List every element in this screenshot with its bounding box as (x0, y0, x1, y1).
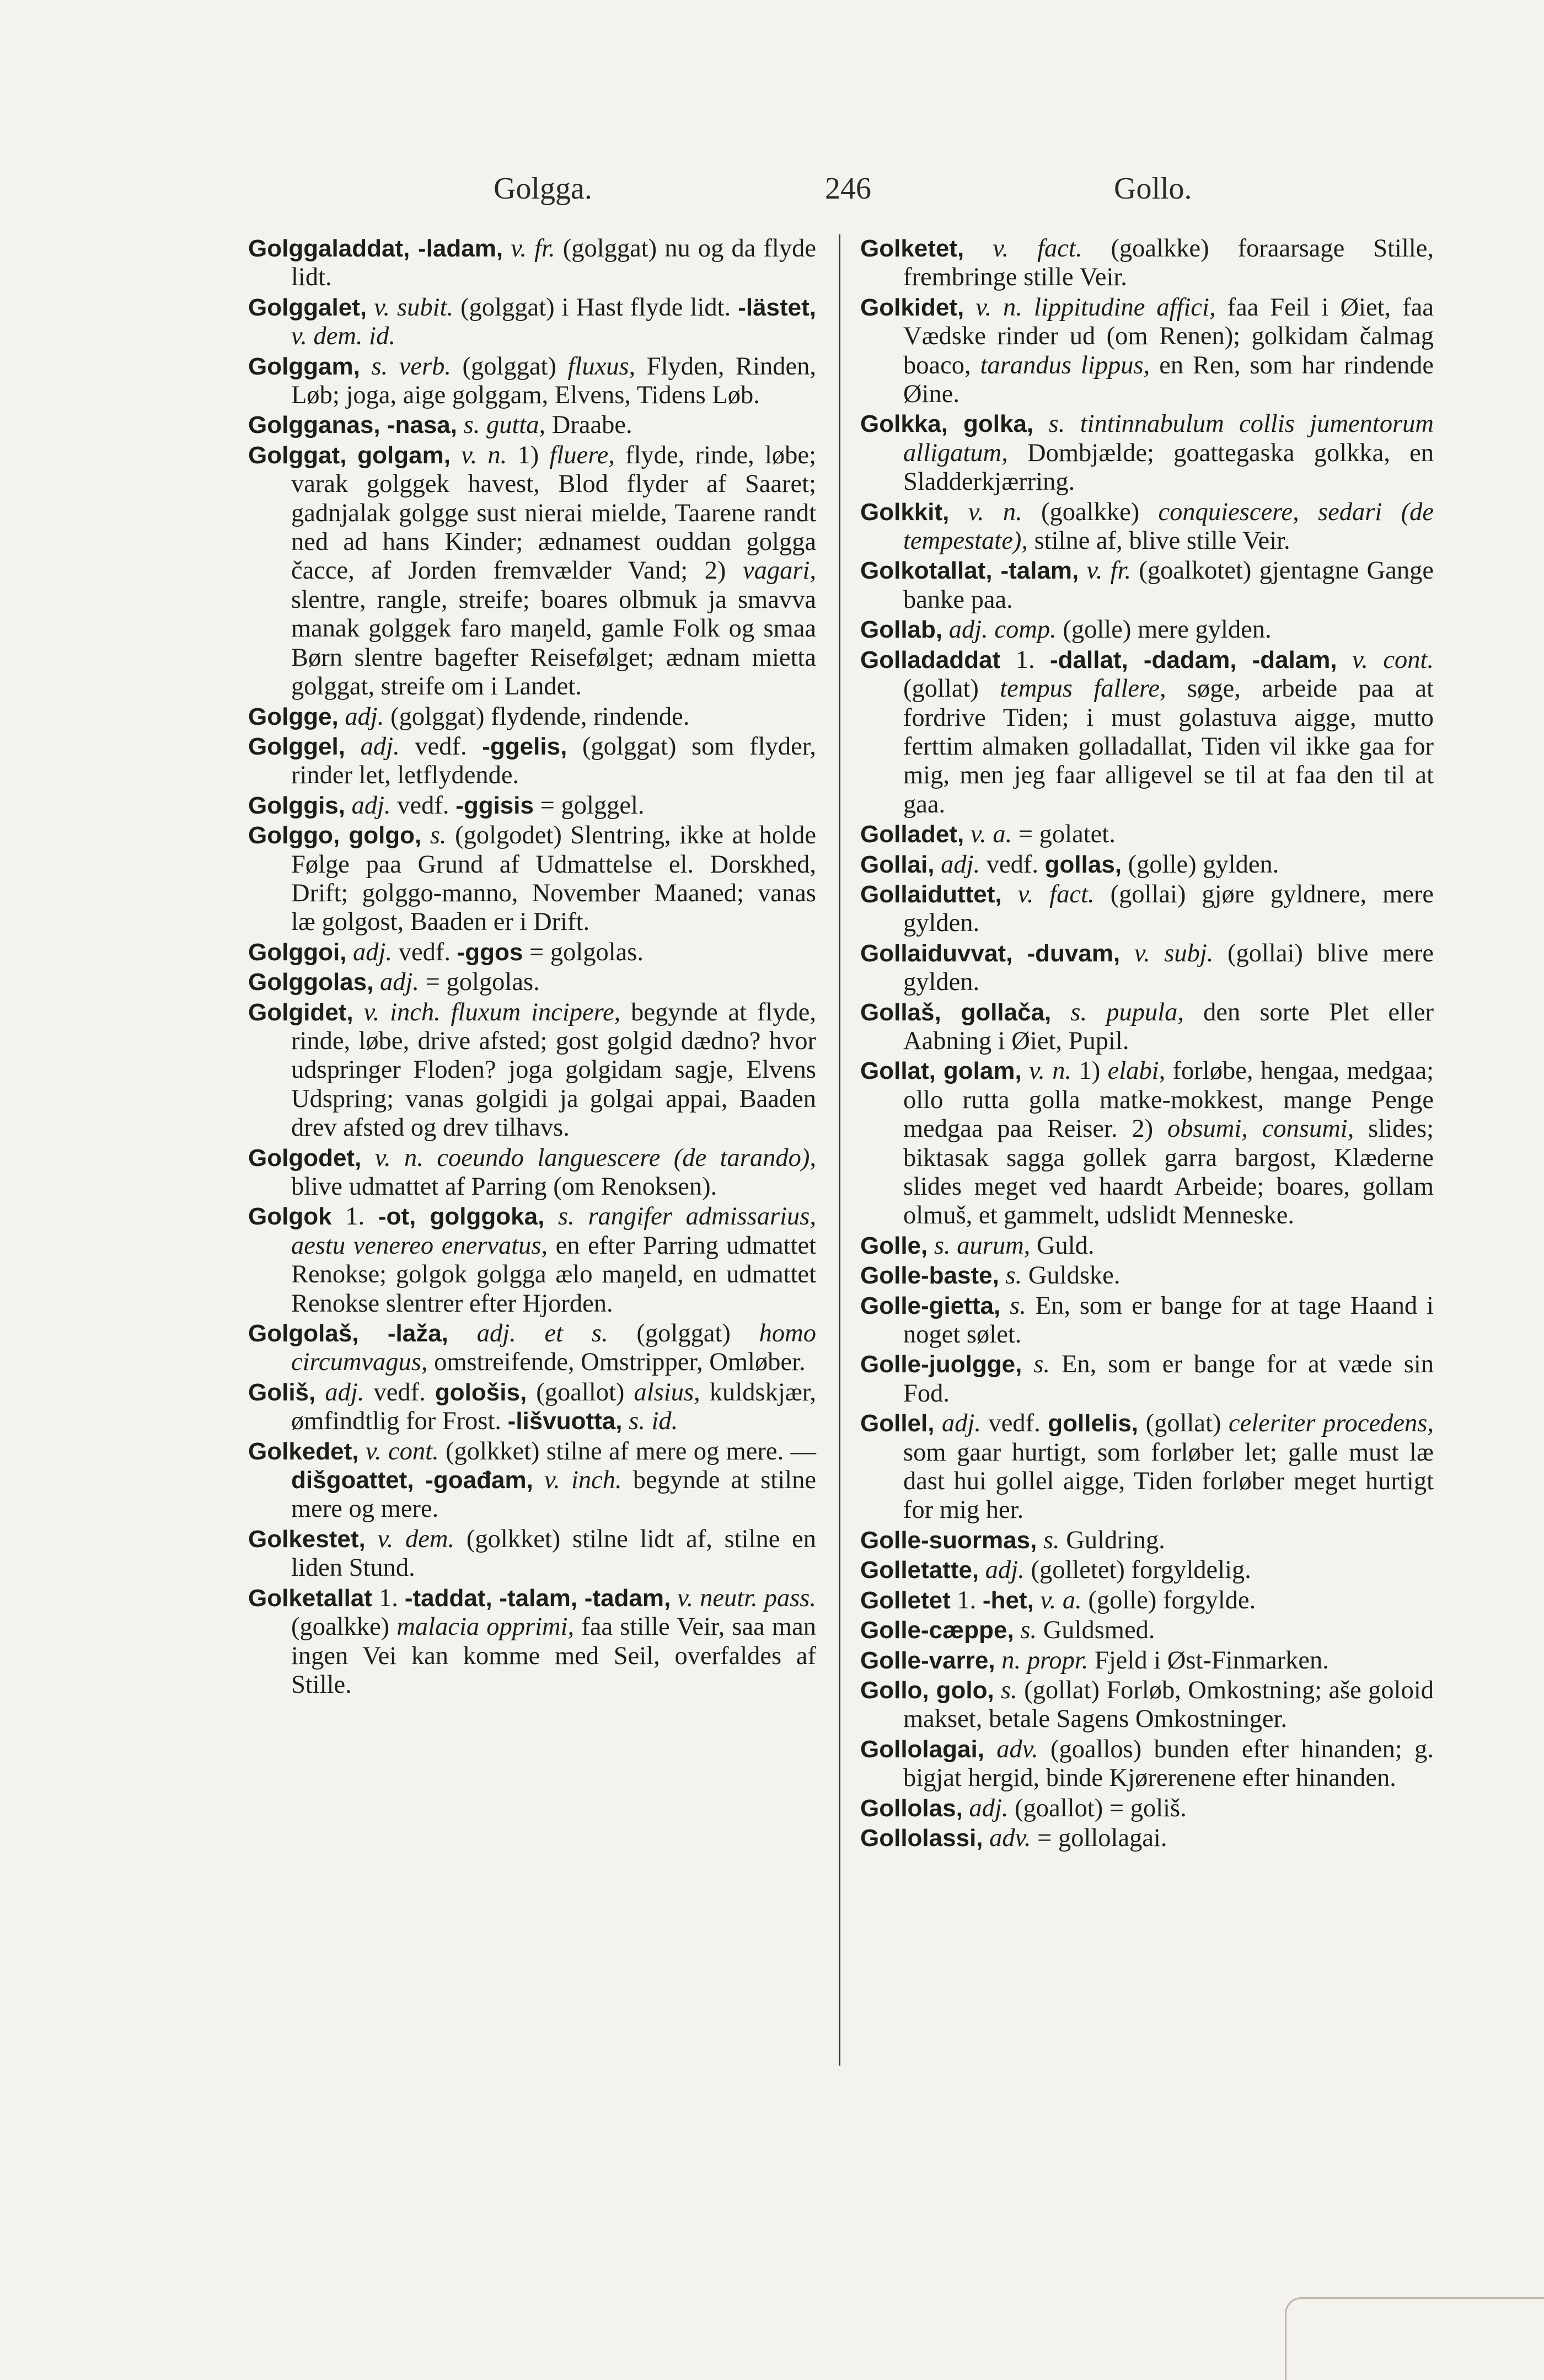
grammar-note: adj. et s. (476, 1319, 608, 1348)
grammar-note: v. dem. id. (291, 322, 395, 351)
entry-text (984, 1735, 996, 1763)
entry-text (421, 821, 430, 849)
entry-text (964, 293, 975, 322)
entry-text: vedf. (392, 938, 457, 966)
headword: Golkidet, (860, 293, 964, 321)
headword: Golle-juolgge, (860, 1351, 1022, 1378)
grammar-note: s. (1043, 1526, 1060, 1554)
entry-text (346, 938, 353, 966)
entry-text (1022, 1350, 1033, 1378)
dictionary-entry (860, 1409, 1434, 1525)
headword: Gollat, golam, (860, 1057, 1022, 1085)
headword: Golketallat (248, 1584, 372, 1612)
dictionary-entry (248, 293, 816, 351)
entry-text (934, 1409, 942, 1437)
grammar-note: adj. (325, 1378, 364, 1406)
entry-text (671, 1584, 677, 1612)
entry-text: (golggat) (608, 1319, 759, 1348)
dictionary-entry (860, 1057, 1434, 1230)
entry-text (1022, 1057, 1029, 1085)
grammar-note: adj. (379, 968, 420, 997)
entry-text: (goalkke) (1022, 498, 1159, 526)
entry-text: vedf. (980, 850, 1045, 879)
grammar-note: v. inch. fluxum incipere, (363, 998, 621, 1026)
dictionary-entry (860, 1676, 1434, 1734)
entry-text (448, 1319, 477, 1347)
entry-text (345, 732, 361, 761)
entry-text: 1. (372, 1584, 405, 1612)
headword: Golkotallat, -talam, (860, 557, 1079, 585)
dictionary-entry (860, 939, 1434, 997)
grammar-note: v. a. (970, 820, 1012, 849)
dictionary-entry (248, 703, 816, 731)
entry-text: Guldring. (1059, 1526, 1165, 1554)
headword: Golggat, golgam, (248, 441, 451, 469)
headword: Golle, (860, 1232, 928, 1259)
entry-text: søge, arbeide paa at fordrive Tiden; i must golastuva aigge, mutto ferttim almaken golladallat, Tiden vil ikke gaa for mig, men jeg faar alligevel se til at faa den til at gaa. (903, 675, 1434, 819)
dictionary-entry (860, 1586, 1434, 1615)
headword: -ggisis (455, 791, 534, 819)
grammar-note: v. dem. (377, 1525, 455, 1553)
grammar-note: s. tintinnabulum collis jumentorum alligatum, (903, 410, 1434, 467)
grammar-note: obsumi, consumi, (1167, 1115, 1354, 1143)
headword: Golggoi, (248, 938, 347, 966)
dictionary-entry (860, 234, 1434, 292)
dictionary-entry (860, 1232, 1434, 1260)
entry-text (622, 1407, 629, 1435)
headword: Golgok (248, 1203, 332, 1231)
grammar-note: s. (1005, 1261, 1022, 1290)
grammar-note: v. fr. (511, 234, 555, 263)
column-divider (839, 234, 840, 2066)
grammar-note: adj. (941, 1409, 982, 1438)
grammar-note: conquiescere, sedari (de tempestate), (903, 498, 1434, 555)
grammar-note: v. neutr. pass. (677, 1584, 817, 1612)
headword: Golggolas, (248, 969, 374, 996)
grammar-note: v. n. (461, 441, 507, 469)
grammar-note: s. (1033, 1350, 1050, 1379)
grammar-note: s. (1010, 1291, 1026, 1320)
grammar-note: v. a. (1040, 1586, 1082, 1614)
grammar-note: adj. (351, 791, 391, 820)
headword: gollelis, (1048, 1410, 1139, 1437)
running-head-right: Gollo. (1114, 172, 1192, 206)
entry-text (928, 1232, 934, 1260)
entry-text: 1) (1071, 1057, 1108, 1085)
dictionary-entry (248, 352, 816, 410)
entry-text (983, 1824, 990, 1852)
entry-text: (golggat) i Hast flyde lidt. (453, 293, 738, 322)
headword: Golle-baste, (860, 1262, 999, 1290)
grammar-note: v. n. (968, 498, 1022, 526)
entry-text: (golle) mere gylden. (1056, 616, 1272, 644)
grammar-note: s. (1001, 1676, 1017, 1704)
entry-text (964, 820, 971, 848)
grammar-note: v. subit. (374, 293, 454, 322)
entry-text: (goallot) = goliš. (1008, 1794, 1187, 1822)
headword: Golketet, (860, 235, 964, 262)
dictionary-entry (860, 557, 1434, 614)
headword: dišgoattet, -goađam, (291, 1467, 533, 1494)
dictionary-entry (860, 851, 1434, 879)
headword: -ot, golggoka, (378, 1203, 545, 1231)
grammar-note: adj. (353, 938, 393, 966)
dictionary-entry (248, 938, 816, 967)
entry-text (366, 1525, 378, 1553)
dictionary-entry (860, 1292, 1434, 1350)
entry-text: Draabe. (545, 411, 632, 440)
entry-text: stilne af, blive stille Veir. (1027, 527, 1290, 555)
headword: Gollolassi, (860, 1824, 983, 1852)
grammar-note: s. (430, 821, 447, 850)
entry-text (942, 616, 949, 644)
entry-text: (golletet) forgyldelig. (1024, 1556, 1251, 1585)
entry-text (1079, 557, 1086, 585)
grammar-note: s. (1020, 1616, 1037, 1645)
headword: Golladet, (860, 821, 964, 848)
headword: Golle-cæppe, (860, 1617, 1014, 1644)
entry-text (964, 234, 993, 263)
entry-text (353, 998, 364, 1026)
grammar-note: v. cont. (365, 1437, 439, 1466)
entry-text: blive udmattet af Parring (om Renoksen). (291, 1173, 717, 1201)
entry-text (995, 1646, 1002, 1675)
entry-text: vedf. (390, 791, 456, 820)
headword: Golletatte, (860, 1557, 979, 1584)
grammar-note: v. n. lippitudine affici, (975, 293, 1216, 322)
entry-text: (goalkke) (291, 1613, 397, 1641)
dictionary-entry (248, 1319, 816, 1377)
entry-text: = gollolagai. (1031, 1823, 1167, 1852)
entry-text: 1. (950, 1586, 983, 1614)
entry-text (1002, 880, 1018, 908)
grammar-note: s. gutta, (463, 411, 546, 440)
dictionary-entry (860, 1350, 1434, 1408)
dictionary-entry (248, 1202, 816, 1318)
dictionary-entry (860, 1526, 1434, 1555)
entry-text: Dombjælde; goattegaska golkka, en Sladderkjærring. (903, 438, 1434, 496)
entry-text: faa Feil i Øiet, faa Vædske rinder ud (om Renen); golkidam čalmag boaco, (903, 293, 1434, 379)
dictionary-entry (248, 791, 816, 820)
entry-text: 1. (331, 1202, 378, 1231)
grammar-note: homo circumvagus, (291, 1319, 816, 1377)
entry-text (963, 1794, 969, 1822)
entry-text: (golggat) nu og da flyde lidt. (291, 234, 816, 292)
entry-text: vedf. (399, 732, 482, 761)
grammar-note: s. rangifer admissarius, aestu venereo enervatus, (291, 1202, 817, 1260)
headword: Golle-varre, (860, 1646, 995, 1674)
entry-text: Flyden, Rinden, Løb; joga, aige golggam, Elvens, Tidens Løb. (291, 352, 816, 410)
entry-text: (goallot) (527, 1378, 634, 1406)
entry-text: (goalkotet) gjentagne Gange banke paa. (903, 557, 1434, 614)
dictionary-entry (860, 410, 1434, 496)
dictionary-entry (248, 998, 816, 1143)
dictionary-entry (860, 880, 1434, 938)
entry-text: forløbe, hengaa, medgaa; ollo rutta golla matke-mokkest, mange Penge medgaa paa Reiser. 2) (903, 1057, 1434, 1143)
grammar-note: celeriter procedens, (1228, 1409, 1434, 1438)
entry-text: (gollai) gjøre gyldnere, mere gylden. (903, 880, 1434, 938)
headword: Gollaš, gollača, (860, 998, 1052, 1026)
entry-text: (goallos) bunden efter hinanden; g. bigjat hergid, binde Kjørerenene efter hinanden. (903, 1735, 1434, 1793)
headword: -dallat, -dadam, -dalam, (1050, 646, 1337, 673)
entry-text: en Ren, som har rindende Øine. (903, 351, 1434, 409)
headword: -lästet, (738, 293, 817, 321)
dictionary-entry (860, 616, 1434, 644)
entry-text: = golggel. (533, 791, 645, 820)
entry-text: faa stille Veir, saa man ingen Vei kan komme med Seil, overfaldes af Stille. (291, 1613, 816, 1699)
headword: -ggelis, (482, 732, 567, 760)
grammar-note: n. propr. (1001, 1646, 1089, 1675)
entry-text: som gaar hurtigt, som forløber let; galle must læ dast hui gollel aigge, Tiden forløber meget hurtigt for mig her. (903, 1438, 1434, 1525)
headword: Golgidet, (248, 998, 353, 1026)
grammar-note: s. aurum, (934, 1231, 1031, 1260)
entry-text (457, 411, 464, 439)
headword: Golle-suormas, (860, 1526, 1037, 1554)
dictionary-entry (248, 1378, 816, 1436)
entry-text: En, som er bange for at tage Haand i noget sølet. (903, 1291, 1434, 1349)
headword: -lišvuotta, (507, 1408, 623, 1435)
entry-text (934, 851, 941, 879)
headword: Golkkit, (860, 498, 950, 526)
entry-text (1337, 646, 1352, 674)
headword: Golkestet, (248, 1525, 366, 1553)
grammar-note: s. verb. (371, 352, 451, 381)
grammar-note: adj. (360, 732, 400, 761)
entry-text (994, 1676, 1001, 1704)
entry-text: Fjeld i Øst-Finmarken. (1088, 1646, 1329, 1675)
dictionary-entry (248, 968, 816, 997)
grammar-note: adj. comp. (948, 616, 1057, 644)
grammar-note: s. id. (629, 1407, 678, 1436)
entry-text: (golle) gylden. (1122, 850, 1279, 879)
grammar-note: alsius, (634, 1378, 700, 1406)
entry-text: (golkket) stilne af mere og mere. — (438, 1437, 816, 1466)
entry-text: begynde at flyde, rinde, løbe, drive afsted; gost golgid dædno? hvor udspringer Floden? joga golgidam sagje, Elvens Udspring; vanas golgidi ja golgai appai, Baaden drev afsted og drev tilhavs. (291, 998, 816, 1142)
entry-text (360, 352, 372, 381)
entry-text: slentre, rangle, streife; boares olbmuk ja smavva manak golggek faro maŋeld, gamle Folk og smaa Børn slentre bagefter Reisefølget; ædnam mietta golggat, streife om i Landet. (291, 585, 816, 701)
headword: Golkedet, (248, 1437, 359, 1465)
entry-text: (golggat) flydende, rindende. (384, 702, 690, 731)
headword: Golgge, (248, 703, 339, 730)
dictionary-entry (860, 820, 1434, 849)
entry-text (359, 1437, 366, 1466)
entry-text (503, 234, 511, 263)
entry-text: vedf. (364, 1378, 435, 1406)
grammar-note: elabi, (1107, 1057, 1166, 1085)
entry-text: Guldske. (1022, 1261, 1121, 1290)
entry-text: omstreifende, Omstripper, Omløber. (427, 1348, 806, 1377)
headword: Golggalet, (248, 293, 367, 321)
entry-text (367, 293, 374, 322)
entry-text (1051, 998, 1070, 1026)
running-head-left: Golgga. (494, 172, 592, 206)
grammar-note: adj. (345, 702, 384, 731)
entry-text (1037, 1526, 1043, 1554)
entry-text (451, 441, 461, 469)
grammar-note: v. fact. (1017, 880, 1095, 908)
entry-text: begynde at stilne mere og mere. (291, 1466, 816, 1523)
grammar-note: v. inch. (544, 1466, 622, 1495)
headword: -taddat, -talam, -tadam, (404, 1584, 671, 1612)
headword: Golggaladdat, -ladam, (248, 235, 503, 262)
grammar-note: adv. (989, 1823, 1031, 1852)
dictionary-entry (248, 441, 816, 702)
dictionary-entry (860, 998, 1434, 1056)
headword: -ggos (457, 938, 523, 966)
entry-text: = golatet. (1012, 820, 1116, 849)
entry-text (979, 1556, 985, 1584)
dictionary-entry (248, 1584, 816, 1700)
dictionary-entry (860, 1646, 1434, 1675)
entry-text (339, 703, 345, 731)
entry-text (373, 968, 380, 996)
entry-text (345, 791, 352, 820)
entry-text (949, 498, 968, 526)
page-header (0, 165, 1544, 210)
headword: Gollolagai, (860, 1735, 984, 1763)
grammar-note: vagari, (742, 557, 816, 585)
entry-text: (gollat) Forløb, Omkostning; aše goloid makset, betale Sagens Omkostninger. (903, 1676, 1434, 1734)
headword: Goliš, (248, 1378, 316, 1406)
entry-text: = golgolas. (523, 938, 644, 966)
headword: -het, (982, 1586, 1034, 1614)
entry-text: (golle) forgylde. (1081, 1586, 1256, 1614)
headword: Gollai, (860, 851, 935, 878)
entry-text: Guld. (1030, 1231, 1095, 1260)
grammar-note: v. fr. (1086, 557, 1132, 585)
dictionary-entry (248, 1437, 816, 1524)
dictionary-entry (860, 1616, 1434, 1645)
headword: Golgodet, (248, 1144, 362, 1172)
headword: Gollolas, (860, 1794, 963, 1822)
headword: gološis, (435, 1378, 527, 1406)
dictionary-entry (248, 411, 816, 440)
entry-text (361, 1144, 374, 1172)
entry-text: (golggat) (451, 352, 568, 381)
entry-text: (gollai) blive mere gylden. (903, 939, 1434, 997)
entry-text (1120, 939, 1134, 967)
entry-text: (goalkke) foraarsage Stille, frembringe stille Veir. (903, 234, 1434, 292)
entry-text: 1. (1000, 645, 1050, 674)
entry-text (1000, 1292, 1010, 1320)
entry-text: Guldsmed. (1037, 1616, 1155, 1645)
grammar-note: adj. (969, 1794, 1009, 1822)
dictionary-entry (248, 1144, 816, 1202)
entry-text: en efter Parring udmattet Renokse; golgok golgga ælo maŋeld, en udmattet Renokse slentrer efter Hjorden. (291, 1231, 816, 1318)
grammar-note: malacia opprimi, (396, 1613, 575, 1641)
headword: Gollel, (860, 1410, 935, 1437)
entry-text: slides; biktasak sagga gollek garra bargost, Klæderne slides meget ved haardt Arbeide; boares, gollam olmuš, et gammelt, udslidt Menneske. (903, 1115, 1434, 1230)
grammar-note: fluere, (549, 441, 615, 469)
headword: Golgolaš, -laža, (248, 1320, 448, 1347)
grammar-note: adj. (941, 850, 980, 879)
headword: Gollaiduttet, (860, 880, 1002, 908)
headword: Golggel, (248, 732, 345, 760)
dictionary-entry (248, 1525, 816, 1583)
page-number: 246 (825, 172, 871, 206)
dictionary-entry (860, 498, 1434, 556)
dictionary-entry (860, 1794, 1434, 1823)
dictionary-entry (860, 1824, 1434, 1853)
grammar-note: adj. (985, 1556, 1025, 1585)
entry-text: En, som er bange for at væde sin Fod. (903, 1350, 1434, 1408)
grammar-note: tempus fallere, (1000, 675, 1166, 703)
headword: gollas, (1044, 851, 1122, 878)
entry-text (1033, 410, 1048, 438)
entry-text: flyde, rinde, løbe; varak golggek havest, Blod flyder af Saaret; gadnjalak golgge sust nierai mielde, Taarene randt ned ad hans Kinder; ædnamest ouddan golgga čacce, af Jorden fremvælder Vand; 2) (291, 441, 816, 585)
headword: Golggam, (248, 352, 360, 380)
headword: Gollab, (860, 616, 943, 644)
headword: Golletet (860, 1586, 951, 1614)
grammar-note: fluxus, (567, 352, 636, 381)
entry-text (533, 1466, 544, 1494)
entry-text: den sorte Plet eller Aabning i Øiet, Pupil. (903, 998, 1434, 1055)
dictionary-entry (248, 234, 816, 292)
grammar-note: adv. (996, 1735, 1038, 1763)
grammar-note: v. fact. (993, 234, 1082, 263)
dictionary-entry (860, 1735, 1434, 1793)
headword: Gollaiduvvat, -duvam, (860, 939, 1121, 967)
corner-label-frame (1285, 2297, 1544, 2380)
entry-text: (gollat) (903, 675, 1000, 703)
entry-text: (golgodet) Slentring, ikke at holde Følge paa Grund af Udmattelse el. Dorskhed, Drift; golggo-manno, November Maaned; vanas læ golgost, Baaden er i Drift. (291, 821, 816, 937)
entry-text: 1) (507, 441, 550, 469)
grammar-note: v. cont. (1352, 645, 1434, 674)
headword: Golladaddat (860, 646, 1001, 673)
left-column (248, 234, 816, 1700)
entry-text: = golgolas. (419, 968, 540, 997)
entry-text: vedf. (981, 1409, 1048, 1438)
grammar-note: v. n. coeundo languescere (de tarando), (374, 1143, 817, 1172)
entry-text: kuldskjær, ømfindtlig for Frost. (291, 1378, 817, 1436)
entry-text: (gollat) (1138, 1409, 1229, 1438)
dictionary-entry (860, 1261, 1434, 1290)
entry-text: (golggat) som flyder, rinder let, letflydende. (291, 732, 817, 790)
grammar-note: s. pupula, (1070, 998, 1184, 1026)
grammar-note: v. n. (1029, 1057, 1072, 1085)
dictionary-entry (248, 821, 816, 937)
headword: Golgganas, -nasa, (248, 411, 457, 439)
headword: Golkka, golka, (860, 410, 1034, 438)
dictionary-entry (248, 732, 816, 790)
entry-text (999, 1261, 1006, 1290)
entry-text (1034, 1586, 1041, 1614)
dictionary-entry (860, 646, 1434, 819)
dictionary-entry (860, 293, 1434, 409)
grammar-note: tarandus lippus, (980, 351, 1150, 379)
headword: Gollo, golo, (860, 1676, 994, 1704)
dictionary-entry (860, 1556, 1434, 1585)
headword: Golle-gietta, (860, 1292, 1001, 1319)
right-column (860, 234, 1434, 1854)
entry-text (1014, 1616, 1021, 1644)
headword: Golggo, golgo, (248, 822, 422, 849)
entry-text: (golkket) stilne lidt af, stilne en liden Stund. (291, 1525, 816, 1582)
entry-text (544, 1202, 558, 1231)
grammar-note: v. subj. (1134, 939, 1214, 967)
headword: Golggis, (248, 791, 345, 819)
entry-text (315, 1378, 325, 1406)
